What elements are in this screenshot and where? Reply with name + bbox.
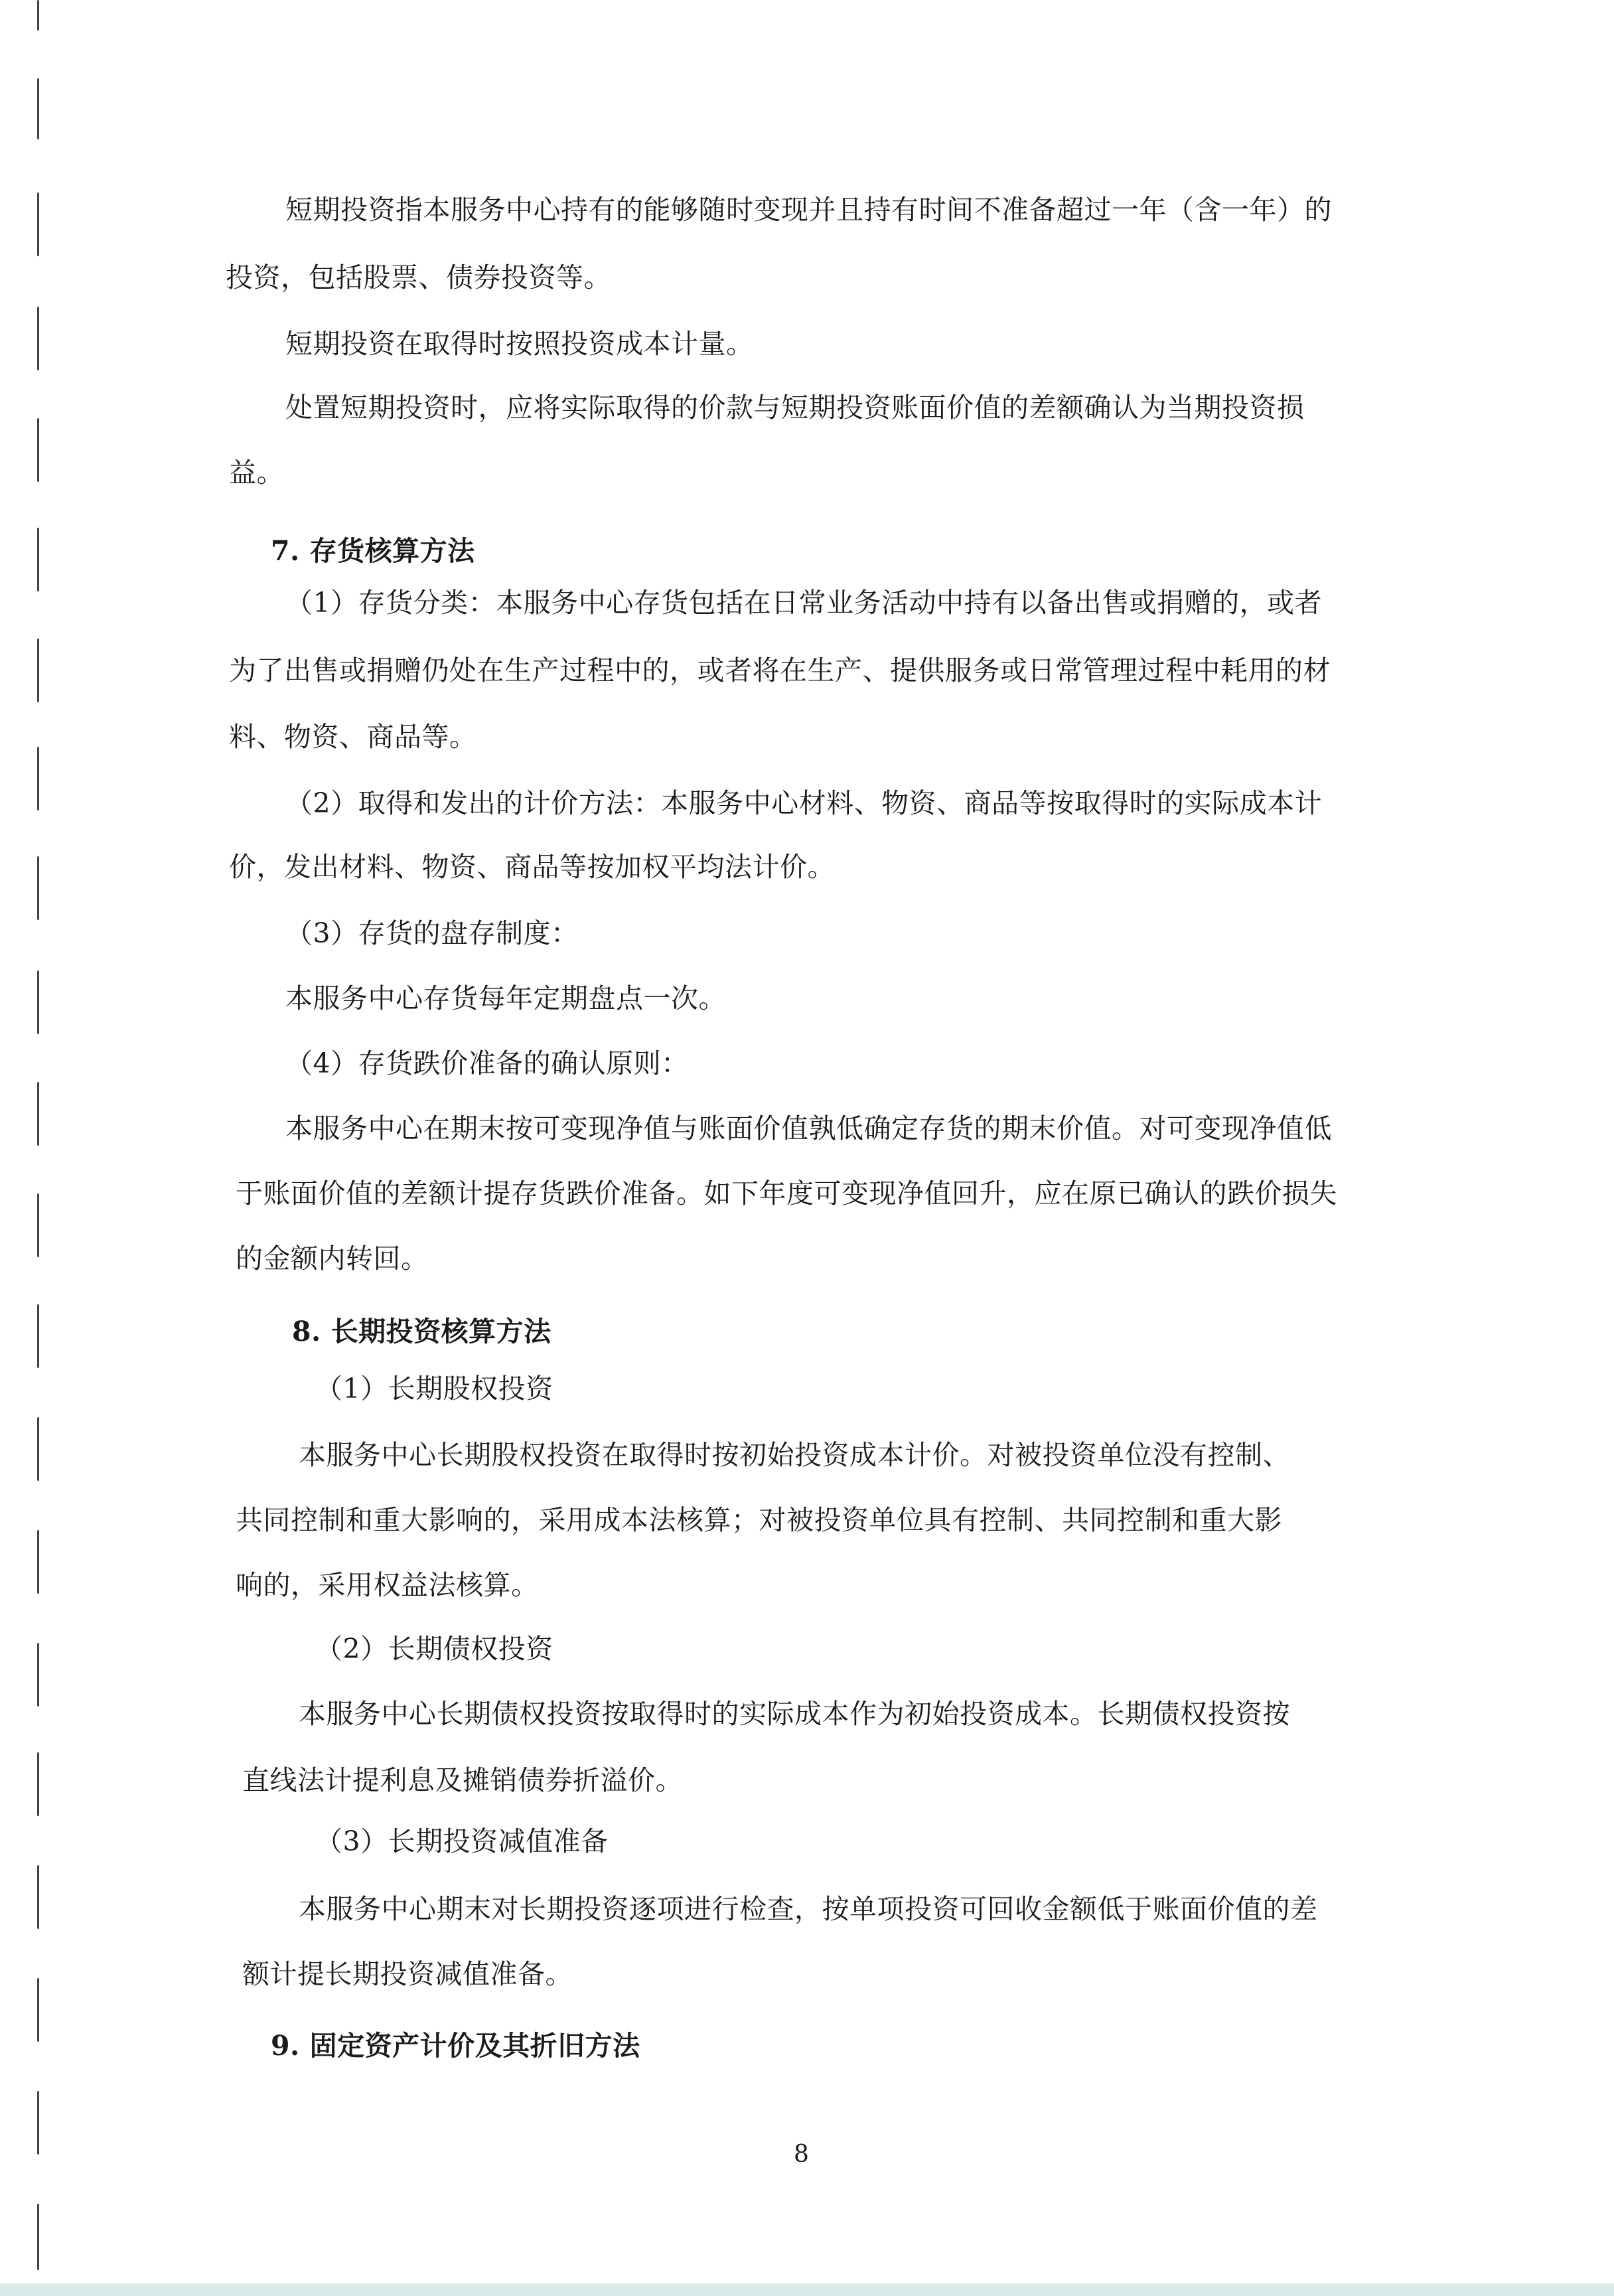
binding-mark <box>37 1752 42 1816</box>
paragraph-line: 共同控制和重大影响的，采用成本法核算；对被投资单位具有控制、共同控制和重大影 <box>236 1504 1282 1536</box>
paragraph-line: 响的，采用权益法核算。 <box>236 1569 539 1601</box>
binding-mark <box>37 192 42 256</box>
paragraph-line: 本服务中心存货每年定期盘点一次。 <box>285 982 726 1014</box>
binding-mark <box>37 2091 42 2155</box>
binding-mark <box>37 2204 42 2270</box>
paragraph-line: 处置短期投资时，应将实际取得的价款与短期投资账面价值的差额确认为当期投资损 <box>285 392 1305 423</box>
binding-mark <box>37 78 42 139</box>
paragraph-line: 本服务中心长期股权投资在取得时按初始投资成本计价。对被投资单位没有控制、 <box>299 1439 1290 1471</box>
binding-mark <box>37 639 42 702</box>
binding-mark <box>37 1978 42 2042</box>
binding-mark <box>37 1530 42 1594</box>
subsection-heading: （2）长期债权投资 <box>315 1633 553 1665</box>
paragraph-line: 本服务中心在期末按可变现净值与账面价值孰低确定存货的期末价值。对可变现净值低 <box>285 1112 1332 1144</box>
paragraph-line: 短期投资在取得时按照投资成本计量。 <box>285 328 754 360</box>
paragraph-line: 料、物资、商品等。 <box>229 721 477 753</box>
page-number: 8 <box>794 2141 809 2168</box>
section-heading: 9. 固定资产计价及其折旧方法 <box>271 2030 640 2062</box>
binding-mark <box>37 1193 42 1257</box>
binding-mark <box>37 0 42 31</box>
binding-mark <box>37 970 42 1034</box>
binding-mark <box>37 307 42 370</box>
subsection-heading: （3）长期投资减值准备 <box>315 1825 609 1857</box>
binding-mark <box>37 1865 42 1929</box>
paragraph-line: 额计提长期投资减值准备。 <box>242 1958 573 1990</box>
scan-edge <box>0 2283 1614 2296</box>
paragraph-line: 价，发出材料、物资、商品等按加权平均法计价。 <box>229 851 835 883</box>
binding-mark <box>37 1417 42 1481</box>
paragraph-line: （3）存货的盘存制度： <box>285 917 579 949</box>
paragraph-line: 本服务中心长期债权投资按取得时的实际成本作为初始投资成本。长期债权投资按 <box>299 1698 1290 1730</box>
paragraph-line: 的金额内转回。 <box>236 1243 429 1274</box>
binding-mark <box>37 418 42 482</box>
section-heading: 7. 存货核算方法 <box>271 535 475 567</box>
paragraph-line: 投资，包括股票、债券投资等。 <box>226 262 611 293</box>
paragraph-line: 于账面价值的差额计提存货跌价准备。如下年度可变现净值回升，应在原已确认的跌价损失 <box>236 1178 1337 1209</box>
subsection-heading: （1）长期股权投资 <box>315 1373 553 1405</box>
paragraph-line: 本服务中心期末对长期投资逐项进行检查，按单项投资可回收金额低于账面价值的差 <box>299 1893 1318 1925</box>
paragraph-line: 为了出售或捐赠仍处在生产过程中的，或者将在生产、提供服务或日常管理过程中耗用的材 <box>229 654 1331 686</box>
paragraph-line: （1）存货分类：本服务中心存货包括在日常业务活动中持有以备出售或捐赠的，或者 <box>285 587 1323 619</box>
paragraph-line: （2）取得和发出的计价方法：本服务中心材料、物资、商品等按取得时的实际成本计 <box>285 787 1323 819</box>
binding-mark <box>37 1643 42 1707</box>
binding-mark <box>37 1082 42 1146</box>
paragraph-line: 短期投资指本服务中心持有的能够随时变现并且持有时间不准备超过一年（含一年）的 <box>285 194 1332 226</box>
paragraph-line: （4）存货跌价准备的确认原则： <box>285 1047 689 1079</box>
paragraph-line: 益。 <box>229 457 284 489</box>
binding-mark <box>37 528 42 591</box>
section-heading: 8. 长期投资核算方法 <box>292 1316 551 1347</box>
paragraph-line: 直线法计提利息及摊销债券折溢价。 <box>242 1764 683 1796</box>
binding-mark <box>37 747 42 810</box>
binding-mark <box>37 856 42 920</box>
binding-mark <box>37 1304 42 1368</box>
